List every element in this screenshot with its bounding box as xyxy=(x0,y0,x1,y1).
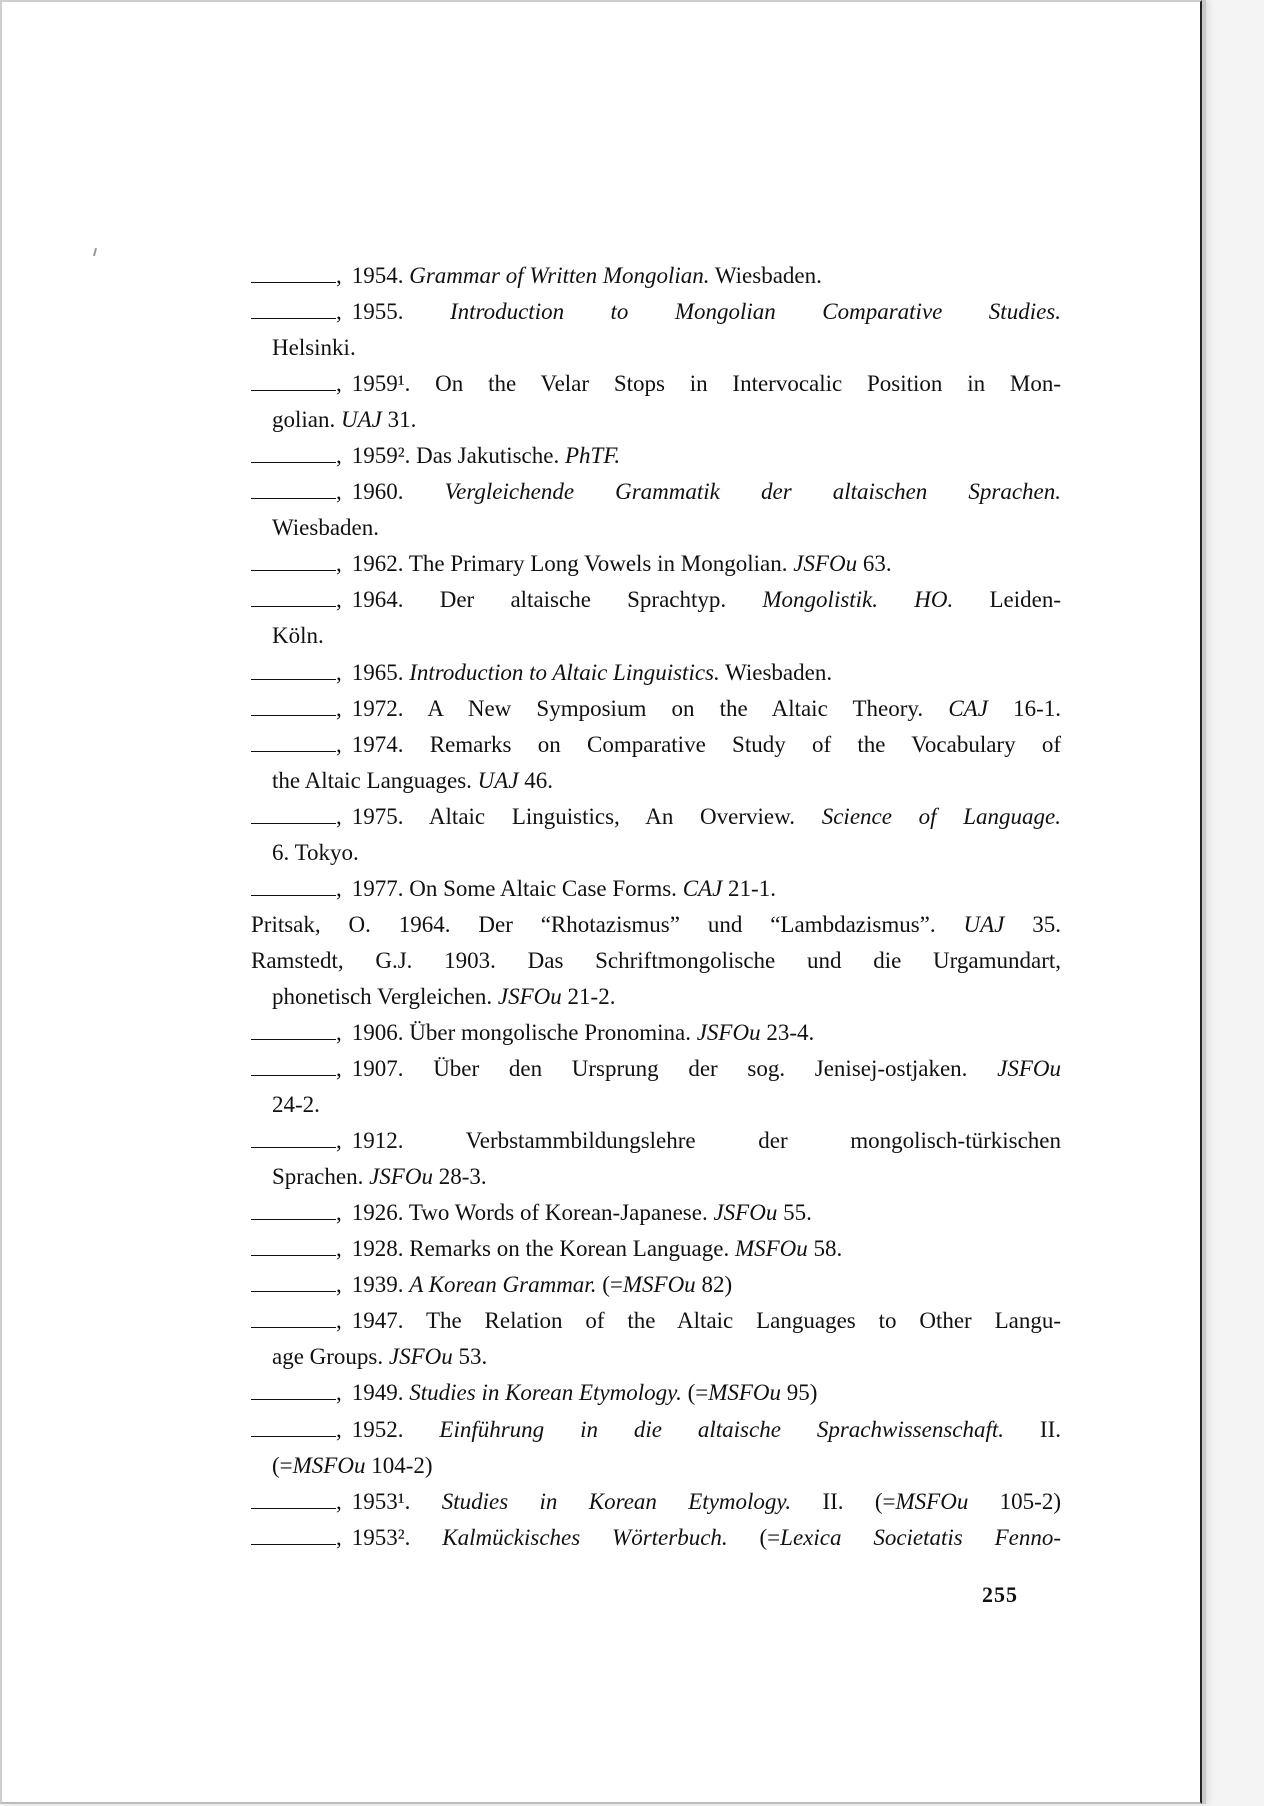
bibliography-entry-line xyxy=(251,907,1061,943)
comma: , xyxy=(336,1380,342,1406)
entry-text: (= xyxy=(272,1452,293,1478)
entry-text: Ramstedt, G.J. 1903. Das Schriftmongolische und die Urgamundart, xyxy=(251,947,1061,973)
entry-text: 58. xyxy=(807,1236,843,1262)
entry-text: 1947. The Relation of the Altaic Languages to Other Langu- xyxy=(351,1308,1061,1334)
bibliography-list xyxy=(251,258,1061,1556)
entry-text: 23-4. xyxy=(760,1019,815,1045)
author-repeat-dash xyxy=(251,1125,336,1148)
comma: , xyxy=(336,1128,342,1154)
author-repeat-dash xyxy=(251,693,336,716)
author-repeat-dash xyxy=(251,1017,336,1040)
bibliography-entry-line xyxy=(251,1520,1061,1556)
comma: , xyxy=(336,1416,342,1442)
italic-title-text: A Korean Grammar. xyxy=(409,1272,597,1298)
entry-continuation-line xyxy=(251,835,1061,871)
italic-title-text: MSFOu xyxy=(708,1380,782,1406)
entry-text: 1953². xyxy=(351,1524,443,1550)
entry-continuation-line xyxy=(251,618,1061,654)
entry-text: 55. xyxy=(777,1200,812,1226)
italic-title-text: Vergleichende Grammatik der altaischen Sprachen. xyxy=(444,479,1061,505)
italic-title-text: JSFOu xyxy=(997,1056,1061,1082)
page-number: 255 xyxy=(982,1582,1018,1607)
entry-text: 1953¹. xyxy=(351,1488,442,1514)
italic-title-text: MSFOu xyxy=(734,1236,808,1262)
comma: , xyxy=(336,1272,342,1298)
entry-text: 1928. Remarks on the Korean Language. xyxy=(351,1236,735,1262)
entry-text: 31. xyxy=(381,407,417,433)
bibliography-entry-line xyxy=(251,258,1061,294)
comma: , xyxy=(336,443,342,469)
bibliography-entry-line xyxy=(251,474,1061,510)
bibliography-entry-line xyxy=(251,799,1061,835)
stray-mark xyxy=(93,248,97,256)
author-repeat-dash xyxy=(251,1305,336,1328)
entry-text: 1954. xyxy=(351,263,410,288)
author-repeat-dash xyxy=(251,440,336,463)
comma: , xyxy=(336,731,342,757)
comma: , xyxy=(336,1308,342,1334)
entry-text: II. xyxy=(1004,1416,1061,1442)
entry-text: 1972. A New Symposium on the Altaic Theory. xyxy=(351,695,949,721)
author-repeat-dash xyxy=(251,657,336,680)
bibliography-entry-line xyxy=(251,691,1061,727)
comma: , xyxy=(336,695,342,721)
comma: , xyxy=(336,479,342,505)
entry-text: 1906. Über mongolische Pronomina. xyxy=(351,1019,697,1045)
author-repeat-dash xyxy=(251,548,336,571)
comma: , xyxy=(336,551,342,577)
italic-title-text: CAJ xyxy=(682,875,723,901)
italic-title-text: JSFOu xyxy=(696,1019,761,1045)
author-repeat-dash xyxy=(251,368,336,391)
entry-text: 28-3. xyxy=(432,1164,487,1190)
bibliography-entry-line xyxy=(251,655,1061,691)
entry-text: 46. xyxy=(518,767,554,793)
comma: , xyxy=(336,371,342,397)
italic-title-text: PhTF. xyxy=(564,443,621,469)
entry-continuation-line xyxy=(251,402,1061,438)
entry-text: age Groups. xyxy=(272,1344,389,1370)
entry-text: 53. xyxy=(452,1344,488,1370)
italic-title-text: Kalmückisches Wörterbuch. xyxy=(442,1524,728,1550)
entry-text: 1964. Der altaische Sprachtyp. xyxy=(351,587,763,613)
entry-text: 1959². Das Jakutische. xyxy=(351,443,565,469)
italic-title-text: MSFOu xyxy=(292,1452,366,1478)
bibliography-entry-line xyxy=(251,943,1061,979)
author-repeat-dash xyxy=(251,1269,336,1292)
bibliography-entry-line xyxy=(251,1303,1061,1339)
bibliography-entry-line xyxy=(251,294,1061,330)
bibliography-entry-line xyxy=(251,366,1061,402)
entry-text: golian. xyxy=(272,407,341,433)
entry-text: 35. xyxy=(1004,911,1061,937)
italic-title-text: UAJ xyxy=(341,407,382,433)
entry-text: Helsinki. xyxy=(272,335,356,361)
author-repeat-dash xyxy=(251,729,336,752)
entry-text: 1926. Two Words of Korean-Japanese. xyxy=(351,1200,714,1226)
author-repeat-dash xyxy=(251,584,336,607)
entry-text: Wiesbaden. xyxy=(709,263,822,288)
italic-title-text: Studies in Korean Etymology. xyxy=(409,1380,682,1406)
entry-text: Wiesbaden. xyxy=(272,515,380,541)
entry-text: Köln. xyxy=(272,623,324,649)
bibliography-entry-line xyxy=(251,727,1061,763)
author-repeat-dash xyxy=(251,1486,336,1509)
entry-text: 24-2. xyxy=(272,1092,320,1118)
italic-title-text: MSFOu xyxy=(895,1488,969,1514)
bibliography-entry-line xyxy=(251,438,1061,474)
entry-text: 1955. xyxy=(351,299,450,325)
entry-text: phonetisch Vergleichen. xyxy=(272,983,498,1009)
italic-title-text: MSFOu xyxy=(622,1272,696,1298)
bibliography-entry-line xyxy=(251,1484,1061,1520)
entry-text: 1952. xyxy=(351,1416,440,1442)
comma: , xyxy=(336,875,342,901)
author-repeat-dash xyxy=(251,1522,336,1545)
italic-title-text: CAJ xyxy=(948,695,988,721)
entry-text: (= xyxy=(681,1380,709,1406)
entry-text: 1960. xyxy=(351,479,445,505)
italic-title-text: Grammar of Written Mongolian. xyxy=(409,263,710,288)
entry-text: 104-2) xyxy=(365,1452,433,1478)
author-repeat-dash xyxy=(251,260,336,283)
entry-text: 105-2) xyxy=(968,1488,1061,1514)
comma: , xyxy=(336,1524,342,1550)
italic-title-text: Mongolistik. HO. xyxy=(762,587,954,613)
entry-text: 1939. xyxy=(351,1272,410,1298)
entry-text: 1975. Altaic Linguistics, An Overview. xyxy=(351,803,822,829)
entry-continuation-line xyxy=(251,1339,1061,1375)
italic-title-text: JSFOu xyxy=(369,1164,433,1190)
italic-title-text: Einführung in die altaische Sprachwissenschaft. xyxy=(439,1416,1005,1442)
entry-text: Pritsak, O. 1964. Der “Rhotazismus” und “Lambdazismus”. xyxy=(251,911,964,937)
italic-title-text: Introduction to Altaic Linguistics. xyxy=(409,659,720,685)
author-repeat-dash xyxy=(251,1233,336,1256)
comma: , xyxy=(336,1056,342,1082)
author-repeat-dash xyxy=(251,1414,336,1437)
entry-text: 1907. Über den Ursprung der sog. Jenisej-ostjaken. xyxy=(351,1056,998,1082)
entry-continuation-line xyxy=(251,510,1061,546)
italic-title-text: Lexica Societatis Fenno- xyxy=(780,1524,1061,1550)
entry-text: the Altaic Languages. xyxy=(272,767,478,793)
entry-continuation-line xyxy=(251,1087,1061,1123)
author-repeat-dash xyxy=(251,476,336,499)
comma: , xyxy=(336,659,342,685)
bibliography-entry-line xyxy=(251,1123,1061,1159)
entry-continuation-line xyxy=(251,979,1061,1015)
entry-text: 63. xyxy=(857,551,892,577)
comma: , xyxy=(336,1488,342,1514)
italic-title-text: Introduction to Mongolian Comparative Studies. xyxy=(449,299,1061,325)
entry-text: (= xyxy=(596,1272,623,1298)
comma: , xyxy=(336,587,342,613)
bibliography-entry-line xyxy=(251,1412,1061,1448)
bibliography-entry-line xyxy=(251,1267,1061,1303)
entry-text: Wiesbaden. xyxy=(719,659,833,685)
author-repeat-dash xyxy=(251,1197,336,1220)
entry-text: 16-1. xyxy=(987,695,1061,721)
italic-title-text: UAJ xyxy=(477,767,519,793)
bibliography-entry-line xyxy=(251,1051,1061,1087)
author-repeat-dash xyxy=(251,1377,336,1400)
bibliography-entry-line xyxy=(251,1231,1061,1267)
entry-text: 1977. On Some Altaic Case Forms. xyxy=(351,875,683,901)
entry-continuation-line xyxy=(251,763,1061,799)
comma: , xyxy=(336,1200,342,1226)
bibliography-entry-line xyxy=(251,1195,1061,1231)
entry-text: 1962. The Primary Long Vowels in Mongolian. xyxy=(351,551,794,577)
entry-continuation-line xyxy=(251,330,1061,366)
author-repeat-dash xyxy=(251,873,336,896)
comma: , xyxy=(336,1019,342,1045)
italic-title-text: JSFOu xyxy=(793,551,858,577)
bibliography-entry-line xyxy=(251,1375,1061,1411)
entry-text: 21-1. xyxy=(722,875,776,901)
entry-text: 1974. Remarks on Comparative Study of the Vocabulary of xyxy=(351,731,1061,757)
author-repeat-dash xyxy=(251,296,336,319)
comma: , xyxy=(336,1236,342,1262)
bibliography-entry-line xyxy=(251,871,1061,907)
author-repeat-dash xyxy=(251,801,336,824)
entry-text: 95) xyxy=(781,1380,818,1406)
italic-title-text: UAJ xyxy=(963,911,1005,937)
comma: , xyxy=(336,299,342,325)
entry-text: 21-2. xyxy=(561,983,616,1009)
entry-text: 82) xyxy=(695,1272,733,1298)
italic-title-text: JSFOu xyxy=(497,983,562,1009)
bibliography-entry-line xyxy=(251,546,1061,582)
author-repeat-dash xyxy=(251,1053,336,1076)
italic-title-text: JSFOu xyxy=(713,1200,778,1226)
entry-continuation-line xyxy=(251,1159,1061,1195)
entry-text: Leiden- xyxy=(953,587,1061,613)
bibliography-entry-line xyxy=(251,582,1061,618)
italic-title-text: JSFOu xyxy=(388,1344,453,1370)
comma: , xyxy=(336,263,342,288)
entry-text: (= xyxy=(727,1524,781,1550)
entry-text: 6. Tokyo. xyxy=(272,839,359,865)
entry-text: 1912. Verbstammbildungslehre der mongolisch-türkischen xyxy=(351,1128,1061,1154)
bibliography-entry-line xyxy=(251,1015,1061,1051)
entry-text: 1959¹. On the Velar Stops in Intervocalic Position in Mon- xyxy=(351,371,1061,397)
entry-text: 1949. xyxy=(351,1380,410,1406)
italic-title-text: Science of Language. xyxy=(821,803,1061,829)
entry-text: 1965. xyxy=(351,659,410,685)
entry-continuation-line xyxy=(251,1448,1061,1484)
comma: , xyxy=(336,803,342,829)
entry-text: Sprachen. xyxy=(272,1164,370,1190)
entry-text: II. (= xyxy=(791,1488,896,1514)
italic-title-text: Studies in Korean Etymology. xyxy=(441,1488,792,1514)
